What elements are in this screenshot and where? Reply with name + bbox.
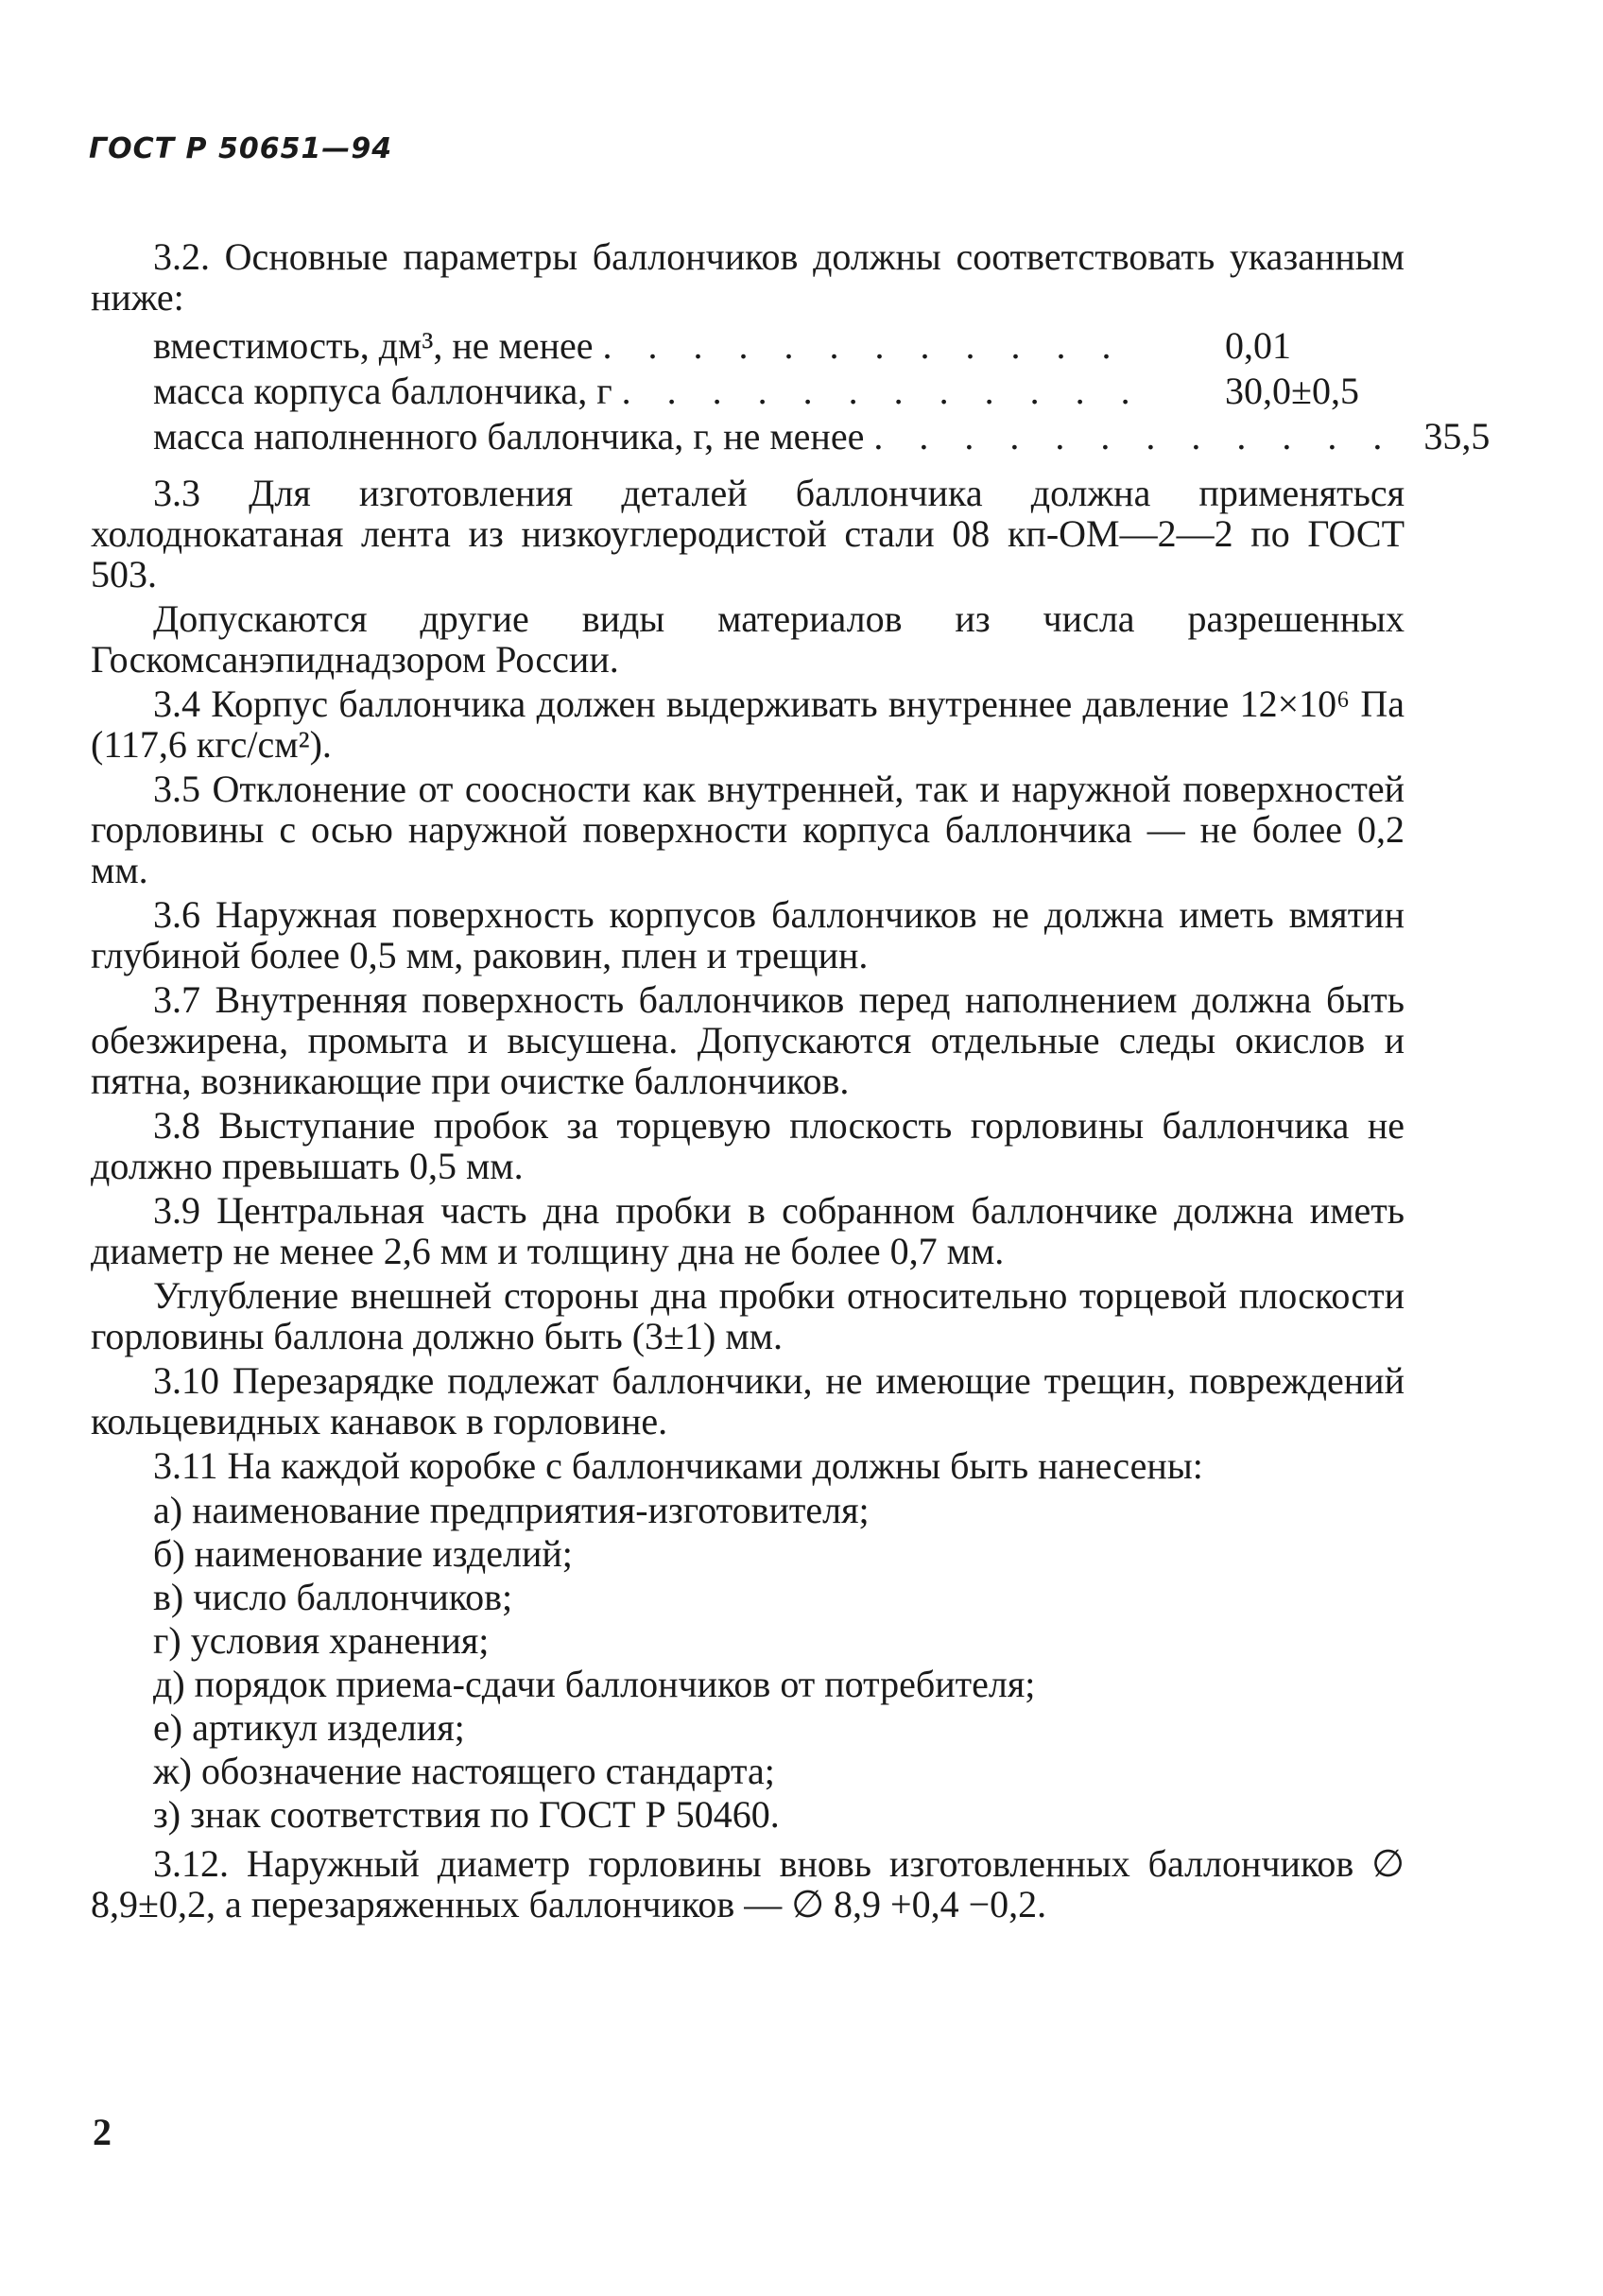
parameters-list xyxy=(91,324,1491,461)
list-item: в) число баллончиков; xyxy=(153,1576,513,1618)
list-item: а) наименование предприятия-изготовителя; xyxy=(153,1489,870,1531)
parameter-value: 30,0±0,5 xyxy=(1225,370,1359,412)
parameter-row xyxy=(153,325,1405,371)
parameter-name: вместимость, дм³, не менее xyxy=(153,324,594,367)
paragraph-3-7: 3.7 Внутренняя поверхность баллончиков перед наполнением должна быть обезжирена, промыта и высушена. Допускаются отдельные следы окислов и пятна, возникающие при очистке баллончиков. xyxy=(91,978,1405,1102)
parameter-row xyxy=(153,371,1405,416)
marking-list xyxy=(91,1490,1405,1838)
leader-dots: . . . . . . . . . . . . xyxy=(873,415,1396,457)
paragraph-3-2: 3.2. Основные параметры баллончиков должны соответствовать указанным ниже: xyxy=(91,235,1405,319)
list-item: б) наименование изделий; xyxy=(153,1532,573,1575)
leader-dots: . . . . . . . . . . . . xyxy=(621,370,1144,412)
list-item: е) артикул изделия; xyxy=(153,1706,465,1749)
list-item: г) условия хранения; xyxy=(153,1619,490,1662)
list-item: з) знак соответствия по ГОСТ Р 50460. xyxy=(153,1793,780,1836)
paragraph-3-4: 3.4 Корпус баллончика должен выдерживать внутреннее давление 12×10⁶ Па (117,6 кгс/см²). xyxy=(91,682,1405,766)
paragraph-3-9-note: Углубление внешней стороны дна пробки относительно торцевой плоскости горловины баллона должно быть (3±1) мм. xyxy=(91,1274,1405,1357)
paragraph-3-10: 3.10 Перезарядке подлежат баллончики, не имеющие трещин, повреждений кольцевидных канавок в горловине. xyxy=(91,1359,1405,1442)
paragraph-3-8: 3.8 Выступание пробок за торцевую плоскость горловины баллончика не должно превышать 0,5 мм. xyxy=(91,1104,1405,1187)
paragraph-3-6: 3.6 Наружная поверхность корпусов баллончиков не должна иметь вмятин глубиной более 0,5 мм, раковин, плен и трещин. xyxy=(91,893,1405,976)
paragraph-3-9: 3.9 Центральная часть дна пробки в собранном баллончике должна иметь диаметр не менее 2,6 мм и толщину дна не более 0,7 мм. xyxy=(91,1189,1405,1272)
page-number: 2 xyxy=(93,2111,112,2153)
paragraph-3-3: 3.3 Для изготовления деталей баллончика должна применяться холоднокатаная лента из низкоуглеродистой стали 08 кп-ОМ—2—2 по ГОСТ 503. xyxy=(91,472,1405,596)
paragraph-3-3-note: Допускаются другие виды материалов из числа разрешенных Госкомсанэпиднадзором России. xyxy=(91,597,1405,681)
page-header: ГОСТ Р 50651—94 xyxy=(89,132,393,165)
parameter-name: масса наполненного баллончика, г, не менее xyxy=(153,415,865,457)
list-item: д) порядок приема-сдачи баллончиков от потребителя; xyxy=(153,1663,1036,1705)
leader-dots: . . . . . . . . . . . . xyxy=(602,324,1125,367)
list-item: ж) обозначение настоящего стандарта; xyxy=(153,1750,775,1792)
document-body xyxy=(91,235,1491,1928)
parameter-value: 35,5 xyxy=(1423,415,1491,457)
paragraph-3-11: 3.11 На каждой коробке с баллончиками должны быть нанесены: xyxy=(153,1444,1203,1487)
parameter-name: масса корпуса баллончика, г xyxy=(153,370,612,412)
paragraph-3-12: 3.12. Наружный диаметр горловины вновь изготовленных баллончиков ∅ 8,9±0,2, а перезаряженных баллончиков — ∅ 8,9 +0,4 −0,2. xyxy=(91,1842,1405,1925)
parameter-row xyxy=(153,415,1491,461)
paragraph-3-5: 3.5 Отклонение от соосности как внутренней, так и наружной поверхностей горловины с осью наружной поверхности корпуса баллончика — не более 0,2 мм. xyxy=(91,768,1405,891)
parameter-value: 0,01 xyxy=(1225,324,1291,367)
